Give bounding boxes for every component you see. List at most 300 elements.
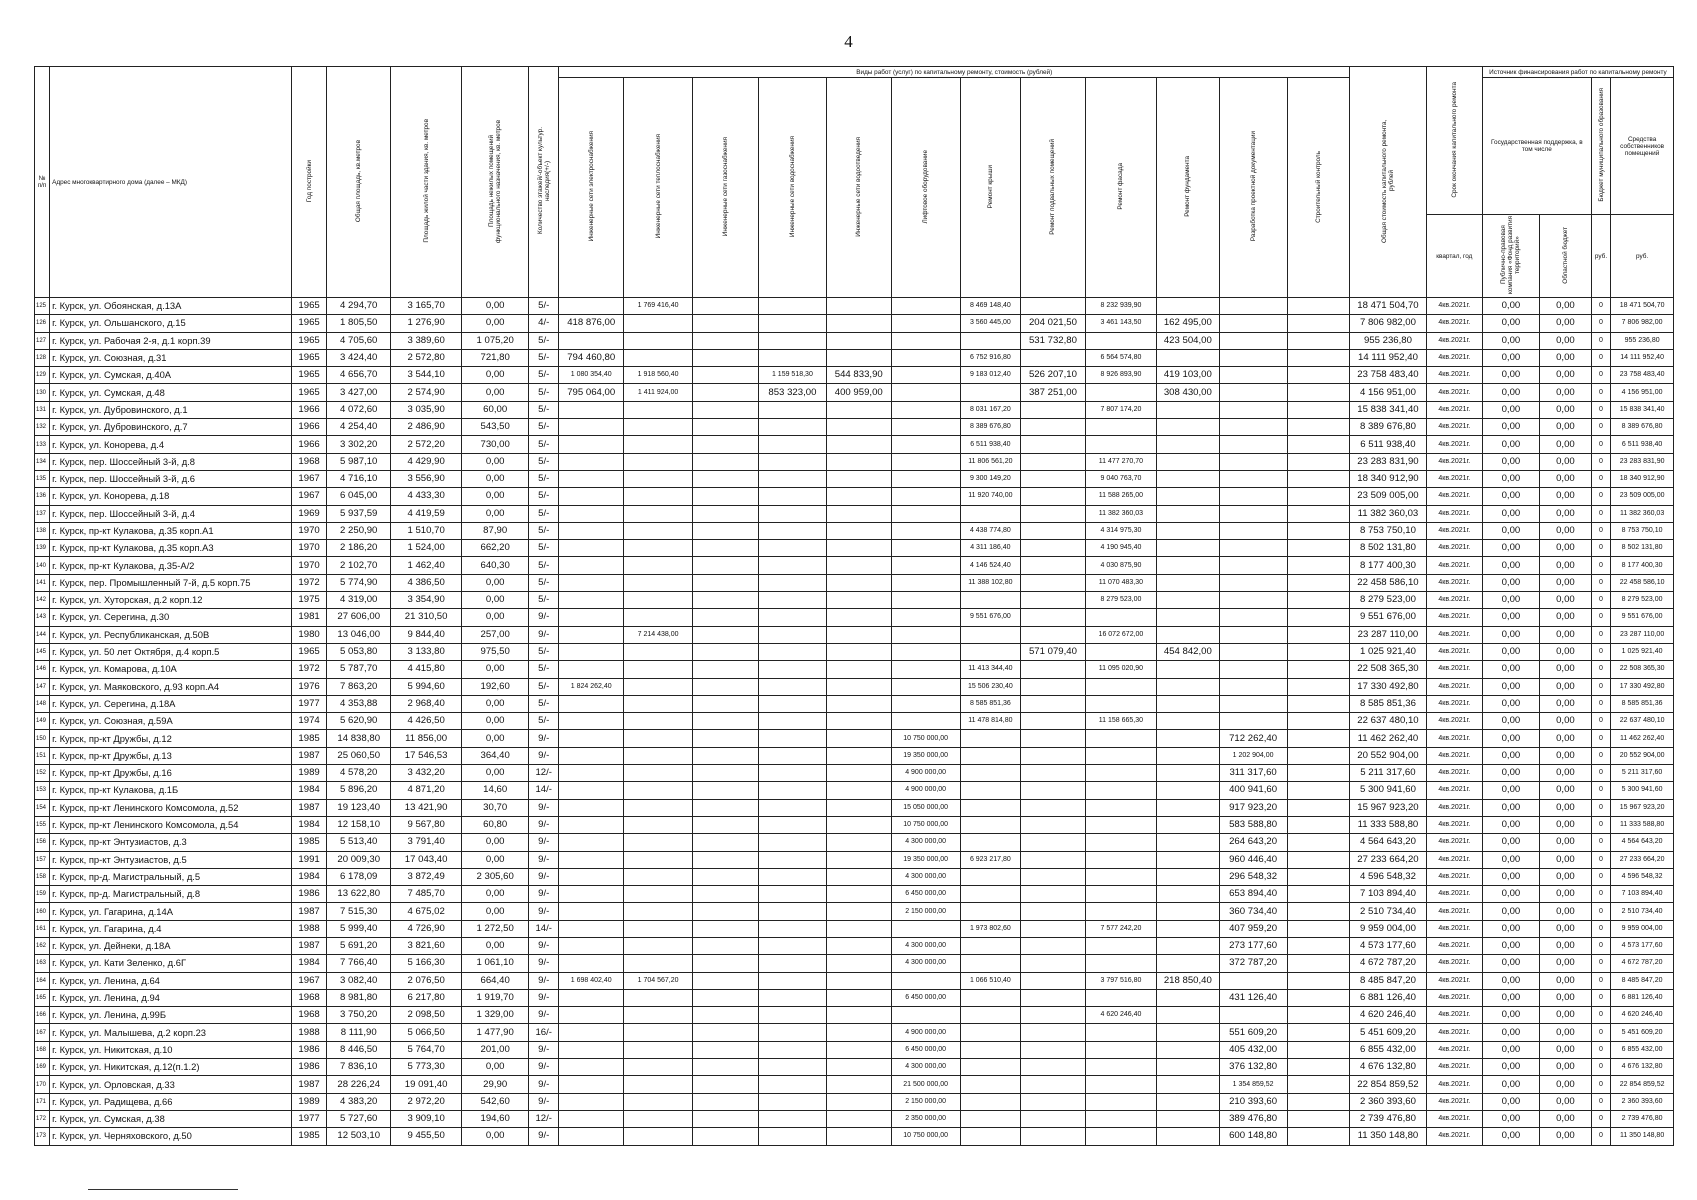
row-work-cost — [1021, 886, 1086, 903]
header-total-area: Общая площадь, кв.метров — [327, 67, 391, 298]
row-work-cost — [1085, 834, 1156, 851]
row-work-cost — [758, 1059, 826, 1076]
row-work-cost — [559, 609, 624, 626]
row-address: г. Курск, ул. Кати Зеленко, д.6Г — [50, 955, 292, 972]
row-work-cost — [693, 868, 759, 885]
row-work-cost — [624, 903, 693, 920]
row-work-cost — [758, 470, 826, 487]
row-year: 1977 — [291, 695, 327, 712]
row-work-cost — [960, 592, 1020, 609]
row-work-cost — [624, 937, 693, 954]
row-regional: 0,00 — [1540, 765, 1592, 782]
row-fund: 0,00 — [1482, 730, 1539, 747]
row-nonliving-area: 542,60 — [462, 1093, 529, 1110]
row-municipal: 0 — [1591, 851, 1610, 868]
row-work-cost — [559, 1041, 624, 1058]
row-living-area: 2 098,50 — [391, 1007, 462, 1024]
row-address: г. Курск, ул. Черняховского, д.50 — [50, 1128, 292, 1145]
row-number: 141 — [35, 574, 50, 591]
row-total-cost: 8 502 131,80 — [1350, 540, 1427, 557]
row-municipal: 0 — [1591, 384, 1610, 401]
row-work-cost: 8 389 676,80 — [960, 419, 1020, 436]
row-work-cost: 4 311 186,40 — [960, 540, 1020, 557]
row-year: 1986 — [291, 1059, 327, 1076]
row-work-cost: 11 920 740,00 — [960, 488, 1020, 505]
row-work-cost — [1157, 747, 1220, 764]
row-work-cost: 1 918 560,40 — [624, 367, 693, 384]
row-deadline: 4кв.2021г. — [1426, 1110, 1482, 1127]
row-floors: 5/- — [529, 678, 559, 695]
row-number: 140 — [35, 557, 50, 574]
row-work-cost — [1287, 678, 1350, 695]
row-work-cost — [1021, 557, 1086, 574]
row-work-cost — [891, 522, 960, 539]
row-work-cost — [1219, 1007, 1287, 1024]
row-deadline: 4кв.2021г. — [1426, 1076, 1482, 1093]
row-living-area: 2 076,50 — [391, 972, 462, 989]
row-work-cost — [1287, 419, 1350, 436]
row-municipal: 0 — [1591, 419, 1610, 436]
row-address: г. Курск, ул. Союзная, д.31 — [50, 349, 292, 366]
row-fund: 0,00 — [1482, 782, 1539, 799]
row-address: г. Курск, ул. Никитская, д.10 — [50, 1041, 292, 1058]
row-nonliving-area: 192,60 — [462, 678, 529, 695]
row-work-cost — [624, 989, 693, 1006]
row-municipal: 0 — [1591, 730, 1610, 747]
row-fund: 0,00 — [1482, 626, 1539, 643]
row-number: 160 — [35, 903, 50, 920]
row-work-cost — [1021, 851, 1086, 868]
row-work-cost: 405 432,00 — [1219, 1041, 1287, 1058]
row-work-cost: 551 609,20 — [1219, 1024, 1287, 1041]
row-owners: 8 177 400,30 — [1611, 557, 1674, 574]
row-deadline: 4кв.2021г. — [1426, 972, 1482, 989]
row-work-cost: 15 050 000,00 — [891, 799, 960, 816]
row-floors: 5/- — [529, 540, 559, 557]
row-living-area: 5 994,60 — [391, 678, 462, 695]
header-work-electric: Инженерные сети электроснабжения — [559, 78, 624, 298]
row-floors: 5/- — [529, 592, 559, 609]
row-work-cost — [1085, 1076, 1156, 1093]
row-year: 1972 — [291, 661, 327, 678]
row-work-cost — [826, 661, 891, 678]
row-work-cost — [1085, 1059, 1156, 1076]
row-total-area: 7 515,30 — [327, 903, 391, 920]
row-work-cost — [891, 298, 960, 315]
row-year: 1965 — [291, 367, 327, 384]
row-work-cost — [826, 298, 891, 315]
row-regional: 0,00 — [1540, 1007, 1592, 1024]
row-municipal: 0 — [1591, 1110, 1610, 1127]
header-num: № п/п — [35, 67, 50, 298]
row-address: г. Курск, ул. Дейнеки, д.18А — [50, 937, 292, 954]
row-nonliving-area: 1 061,10 — [462, 955, 529, 972]
row-total-cost: 8 389 676,80 — [1350, 419, 1427, 436]
row-work-cost: 1 973 802,60 — [960, 920, 1020, 937]
row-work-cost — [758, 1024, 826, 1041]
row-living-area: 1 462,40 — [391, 557, 462, 574]
row-address: г. Курск, пер. Шоссейный 3-й, д.6 — [50, 470, 292, 487]
row-work-cost — [826, 401, 891, 418]
row-address: г. Курск, ул. Маяковского, д.93 корп.А4 — [50, 678, 292, 695]
row-work-cost — [1219, 315, 1287, 332]
row-living-area: 9 844,40 — [391, 626, 462, 643]
row-address: г. Курск, пр-кт Ленинского Комсомола, д.52 — [50, 799, 292, 816]
row-work-cost — [1085, 816, 1156, 833]
row-work-cost — [1021, 1059, 1086, 1076]
table-row — [35, 419, 1674, 436]
row-living-area: 1 510,70 — [391, 522, 462, 539]
row-work-cost — [693, 522, 759, 539]
row-work-cost — [1085, 851, 1156, 868]
row-fund: 0,00 — [1482, 678, 1539, 695]
row-number: 161 — [35, 920, 50, 937]
unit-rub-mun: руб. — [1591, 215, 1610, 298]
row-work-cost: 917 923,20 — [1219, 799, 1287, 816]
row-deadline: 4кв.2021г. — [1426, 1093, 1482, 1110]
row-work-cost: 11 588 265,00 — [1085, 488, 1156, 505]
row-work-cost — [624, 955, 693, 972]
row-total-cost: 20 552 904,00 — [1350, 747, 1427, 764]
row-work-cost — [624, 401, 693, 418]
row-living-area: 1 524,00 — [391, 540, 462, 557]
row-work-cost — [1021, 972, 1086, 989]
row-number: 147 — [35, 678, 50, 695]
row-living-area: 11 856,00 — [391, 730, 462, 747]
row-work-cost: 296 548,32 — [1219, 868, 1287, 885]
row-living-area: 7 485,70 — [391, 886, 462, 903]
row-total-cost: 6 511 938,40 — [1350, 436, 1427, 453]
row-floors: 5/- — [529, 505, 559, 522]
row-fund: 0,00 — [1482, 834, 1539, 851]
row-floors: 5/- — [529, 298, 559, 315]
row-work-cost — [559, 643, 624, 660]
row-work-cost — [960, 1059, 1020, 1076]
row-work-cost — [758, 522, 826, 539]
row-work-cost — [1287, 972, 1350, 989]
row-work-cost — [826, 436, 891, 453]
row-number: 126 — [35, 315, 50, 332]
row-work-cost — [559, 1093, 624, 1110]
row-year: 1966 — [291, 401, 327, 418]
row-owners: 20 552 904,00 — [1611, 747, 1674, 764]
row-fund: 0,00 — [1482, 315, 1539, 332]
row-work-cost — [891, 488, 960, 505]
row-number: 136 — [35, 488, 50, 505]
row-number: 138 — [35, 522, 50, 539]
row-work-cost: 311 317,60 — [1219, 765, 1287, 782]
table-row — [35, 1007, 1674, 1024]
row-nonliving-area: 0,00 — [462, 609, 529, 626]
row-work-cost — [960, 643, 1020, 660]
row-work-cost — [960, 747, 1020, 764]
row-living-area: 6 217,80 — [391, 989, 462, 1006]
row-fund: 0,00 — [1482, 1076, 1539, 1093]
row-work-cost — [1287, 1093, 1350, 1110]
row-work-cost — [1287, 851, 1350, 868]
row-number: 162 — [35, 937, 50, 954]
row-living-area: 2 972,20 — [391, 1093, 462, 1110]
row-work-cost — [559, 868, 624, 885]
row-address: г. Курск, ул. Радищева, д.66 — [50, 1093, 292, 1110]
row-address: г. Курск, ул. Серегина, д.18А — [50, 695, 292, 712]
row-work-cost — [1021, 1128, 1086, 1145]
row-total-area: 2 102,70 — [327, 557, 391, 574]
row-work-cost — [758, 453, 826, 470]
row-work-cost — [960, 937, 1020, 954]
row-work-cost — [826, 886, 891, 903]
row-work-cost — [758, 799, 826, 816]
row-number: 159 — [35, 886, 50, 903]
table-row — [35, 1093, 1674, 1110]
row-nonliving-area: 0,00 — [462, 592, 529, 609]
row-total-cost: 15 838 341,40 — [1350, 401, 1427, 418]
row-address: г. Курск, ул. Конорева, д.18 — [50, 488, 292, 505]
row-work-cost — [1287, 643, 1350, 660]
row-floors: 4/- — [529, 315, 559, 332]
row-total-area: 5 937,59 — [327, 505, 391, 522]
row-number: 155 — [35, 816, 50, 833]
row-deadline: 4кв.2021г. — [1426, 1041, 1482, 1058]
row-nonliving-area: 0,00 — [462, 886, 529, 903]
row-work-cost — [826, 989, 891, 1006]
row-work-cost: 6 450 000,00 — [891, 1041, 960, 1058]
row-work-cost — [1219, 298, 1287, 315]
row-total-cost: 23 287 110,00 — [1350, 626, 1427, 643]
row-work-cost — [758, 349, 826, 366]
row-living-area: 1 276,90 — [391, 315, 462, 332]
row-work-cost — [1021, 747, 1086, 764]
row-total-cost: 8 485 847,20 — [1350, 972, 1427, 989]
row-work-cost — [1157, 349, 1220, 366]
row-address: г. Курск, ул. Сумская, д.48 — [50, 384, 292, 401]
row-work-cost: 372 787,20 — [1219, 955, 1287, 972]
row-work-cost — [1287, 955, 1350, 972]
row-fund: 0,00 — [1482, 1110, 1539, 1127]
row-work-cost — [1287, 540, 1350, 557]
row-fund: 0,00 — [1482, 661, 1539, 678]
row-work-cost — [624, 747, 693, 764]
row-deadline: 4кв.2021г. — [1426, 886, 1482, 903]
row-floors: 5/- — [529, 332, 559, 349]
row-floors: 9/- — [529, 730, 559, 747]
row-floors: 9/- — [529, 903, 559, 920]
row-work-cost — [693, 453, 759, 470]
table-row — [35, 695, 1674, 712]
row-work-cost — [1287, 453, 1350, 470]
row-total-area: 12 158,10 — [327, 816, 391, 833]
row-number: 130 — [35, 384, 50, 401]
row-year: 1974 — [291, 713, 327, 730]
row-fund: 0,00 — [1482, 419, 1539, 436]
row-fund: 0,00 — [1482, 298, 1539, 315]
row-work-cost — [826, 1059, 891, 1076]
row-regional: 0,00 — [1540, 661, 1592, 678]
row-nonliving-area: 0,00 — [462, 315, 529, 332]
row-floors: 5/- — [529, 695, 559, 712]
row-work-cost: 4 300 000,00 — [891, 937, 960, 954]
row-owners: 22 458 586,10 — [1611, 574, 1674, 591]
row-work-cost — [826, 747, 891, 764]
header-work-foundation: Ремонт фундамента — [1157, 78, 1220, 298]
row-total-area: 8 981,80 — [327, 989, 391, 1006]
row-work-cost — [826, 1128, 891, 1145]
row-living-area: 9 567,80 — [391, 816, 462, 833]
row-floors: 9/- — [529, 1041, 559, 1058]
row-deadline: 4кв.2021г. — [1426, 816, 1482, 833]
header-work-basement: Ремонт подвальных помещений — [1021, 78, 1086, 298]
row-municipal: 0 — [1591, 695, 1610, 712]
row-work-cost: 11 478 814,80 — [960, 713, 1020, 730]
row-work-cost — [1085, 695, 1156, 712]
row-deadline: 4кв.2021г. — [1426, 868, 1482, 885]
row-regional: 0,00 — [1540, 816, 1592, 833]
row-work-cost — [559, 816, 624, 833]
row-work-cost: 218 850,40 — [1157, 972, 1220, 989]
row-work-cost — [1287, 315, 1350, 332]
row-work-cost: 6 450 000,00 — [891, 989, 960, 1006]
row-year: 1970 — [291, 522, 327, 539]
row-year: 1985 — [291, 1128, 327, 1145]
row-fund: 0,00 — [1482, 384, 1539, 401]
row-regional: 0,00 — [1540, 1110, 1592, 1127]
row-total-area: 2 250,90 — [327, 522, 391, 539]
row-total-cost: 955 236,80 — [1350, 332, 1427, 349]
row-total-area: 5 787,70 — [327, 661, 391, 678]
unit-quarter: квартал, год — [1426, 215, 1482, 298]
row-work-cost: 6 564 574,80 — [1085, 349, 1156, 366]
row-work-cost — [758, 436, 826, 453]
row-number: 165 — [35, 989, 50, 1006]
row-work-cost — [758, 540, 826, 557]
row-work-cost: 653 894,40 — [1219, 886, 1287, 903]
row-work-cost — [624, 1093, 693, 1110]
row-total-area: 2 186,20 — [327, 540, 391, 557]
row-nonliving-area: 14,60 — [462, 782, 529, 799]
row-fund: 0,00 — [1482, 920, 1539, 937]
row-work-cost: 6 752 916,80 — [960, 349, 1020, 366]
row-floors: 5/- — [529, 488, 559, 505]
row-work-cost — [891, 470, 960, 487]
row-work-cost — [693, 903, 759, 920]
row-work-cost — [1021, 453, 1086, 470]
row-nonliving-area: 29,90 — [462, 1076, 529, 1093]
row-deadline: 4кв.2021г. — [1426, 851, 1482, 868]
row-work-cost — [1021, 540, 1086, 557]
row-work-cost — [1157, 989, 1220, 1006]
row-work-cost — [1157, 1041, 1220, 1058]
row-fund: 0,00 — [1482, 695, 1539, 712]
row-work-cost: 2 150 000,00 — [891, 1093, 960, 1110]
row-work-cost — [1085, 730, 1156, 747]
row-total-area: 6 045,00 — [327, 488, 391, 505]
row-living-area: 4 675,02 — [391, 903, 462, 920]
row-total-cost: 27 233 664,20 — [1350, 851, 1427, 868]
row-work-cost — [1287, 626, 1350, 643]
row-year: 1987 — [291, 937, 327, 954]
row-deadline: 4кв.2021г. — [1426, 713, 1482, 730]
row-deadline: 4кв.2021г. — [1426, 1024, 1482, 1041]
row-work-cost — [891, 384, 960, 401]
row-work-cost: 11 382 360,03 — [1085, 505, 1156, 522]
row-work-cost — [1157, 470, 1220, 487]
row-owners: 9 551 676,00 — [1611, 609, 1674, 626]
row-address: г. Курск, пр-кт Дружбы, д.12 — [50, 730, 292, 747]
row-work-cost — [1157, 678, 1220, 695]
table-row — [35, 1024, 1674, 1041]
row-work-cost: 544 833,90 — [826, 367, 891, 384]
row-owners: 4 672 787,20 — [1611, 955, 1674, 972]
row-fund: 0,00 — [1482, 972, 1539, 989]
row-municipal: 0 — [1591, 886, 1610, 903]
row-nonliving-area: 0,00 — [462, 713, 529, 730]
row-work-cost — [1287, 609, 1350, 626]
row-total-cost: 5 300 941,60 — [1350, 782, 1427, 799]
row-regional: 0,00 — [1540, 851, 1592, 868]
row-work-cost — [1219, 540, 1287, 557]
row-address: г. Курск, ул. Хуторская, д.2 корп.12 — [50, 592, 292, 609]
row-work-cost — [1157, 851, 1220, 868]
row-work-cost — [693, 592, 759, 609]
row-regional: 0,00 — [1540, 349, 1592, 366]
row-work-cost: 4 300 000,00 — [891, 834, 960, 851]
row-work-cost — [960, 903, 1020, 920]
row-nonliving-area: 201,00 — [462, 1041, 529, 1058]
row-municipal: 0 — [1591, 1041, 1610, 1058]
row-address: г. Курск, ул. Обоянская, д.13А — [50, 298, 292, 315]
row-work-cost — [1157, 626, 1220, 643]
row-year: 1967 — [291, 470, 327, 487]
row-total-cost: 22 508 365,30 — [1350, 661, 1427, 678]
row-work-cost — [1021, 1076, 1086, 1093]
row-work-cost: 11 806 561,20 — [960, 453, 1020, 470]
row-nonliving-area: 0,00 — [462, 765, 529, 782]
table-row — [35, 332, 1674, 349]
table-row — [35, 1128, 1674, 1145]
row-work-cost — [1021, 678, 1086, 695]
row-total-area: 4 072,60 — [327, 401, 391, 418]
row-living-area: 19 091,40 — [391, 1076, 462, 1093]
row-total-cost: 4 620 246,40 — [1350, 1007, 1427, 1024]
row-work-cost — [1157, 298, 1220, 315]
row-work-cost: 10 750 000,00 — [891, 1128, 960, 1145]
row-year: 1968 — [291, 989, 327, 1006]
row-work-cost — [826, 592, 891, 609]
row-municipal: 0 — [1591, 332, 1610, 349]
row-municipal: 0 — [1591, 816, 1610, 833]
table-row — [35, 834, 1674, 851]
row-floors: 9/- — [529, 834, 559, 851]
row-deadline: 4кв.2021г. — [1426, 436, 1482, 453]
row-year: 1986 — [291, 886, 327, 903]
row-work-cost — [891, 453, 960, 470]
row-regional: 0,00 — [1540, 488, 1592, 505]
row-deadline: 4кв.2021г. — [1426, 470, 1482, 487]
row-total-area: 3 082,40 — [327, 972, 391, 989]
row-work-cost — [693, 384, 759, 401]
row-work-cost — [1287, 886, 1350, 903]
row-total-area: 7 836,10 — [327, 1059, 391, 1076]
row-number: 127 — [35, 332, 50, 349]
row-deadline: 4кв.2021г. — [1426, 401, 1482, 418]
row-work-cost — [1219, 713, 1287, 730]
table-row — [35, 713, 1674, 730]
row-nonliving-area: 0,00 — [462, 1128, 529, 1145]
row-regional: 0,00 — [1540, 799, 1592, 816]
row-owners: 7 806 982,00 — [1611, 315, 1674, 332]
row-municipal: 0 — [1591, 574, 1610, 591]
row-work-cost: 1 080 354,40 — [559, 367, 624, 384]
